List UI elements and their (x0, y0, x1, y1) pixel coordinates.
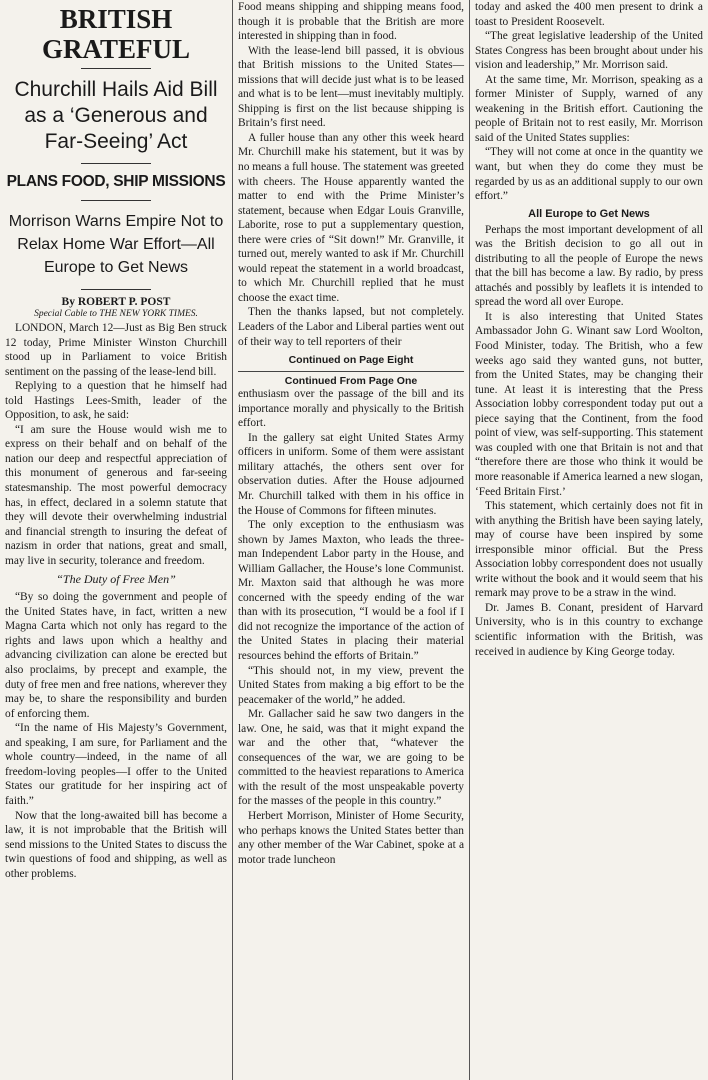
paragraph: Mr. Gallacher said he saw two dangers in the law. One, he said, was that it might expand the war and the other that, “whatever the consequences of the war, we are going to be committed to the heaviest reparations to America with the result of the most unspeakable poverty for the masses of the people in this country.” (238, 708, 464, 808)
paragraph: Dr. James B. Conant, president of Harvard University, who is in this country to exchange scientific information with the British, was received in audience by King George today. (475, 601, 703, 658)
paragraph: “By so doing the government and people of the United States have, in fact, written a new Magna Carta which not only has regard to the rights and laws upon which a healthy and advancing civilization can alone be erected but also proclaims, by precept and example, the duty of free men and free nations, wherever they may be, to share the responsibility and burden of enforcing them. (5, 591, 227, 720)
deck-1: Churchill Hails Aid Bill as a ‘Generous and Far-Seeing’ Act (14, 78, 218, 153)
paragraph: The only exception to the enthusiasm was shown by James Maxton, who leads the three-man Independent Labor party in the House, and William Gallacher, the House’s lone Communist. Mr. Maxton said that although he was more concerned with the speedy ending of the war than with its prosecution, “I would be a fool if I did not recognize the importance of the action of the United States in placing their material resources behind the efforts of Britain.” (238, 519, 464, 662)
paragraph: “They will not come at once in the quantity we want, but when they do come they must be regarded by us as an additional supply to our own effort.” (475, 146, 703, 203)
column-2 (233, 0, 469, 1080)
paragraph: LONDON, March 12—Just as Big Ben struck 12 today, Prime Minister Winston Churchill stood up in Parliament to voice British sentiment on the passing of the lease-lend bill. (5, 322, 227, 378)
paragraph: Replying to a question that he himself had told Hastings Lees-Smith, leader of the Opposition, to ask, he said: (5, 380, 227, 422)
divider (81, 163, 151, 164)
deck-2: PLANS FOOD, SHIP MISSIONS (6, 173, 226, 190)
continued-on: Continued on Page Eight (288, 354, 414, 367)
dateline-credit: Special Cable to THE NEW YORK TIMES. (34, 309, 198, 319)
paragraph: Now that the long-awaited bill has become a law, it is not improbable that the British will send missions to the United States to discuss the twin questions of food and shipping, as well as other problems. (5, 809, 227, 880)
paragraph: A fuller house than any other this week heard Mr. Churchill make his statement, but it was by no means a full house. The statement was greeted with cheers. The House apparently wanted the matter to end with the Prime Minister’s statement, because when Edgar Louis Granville, Laborite, rose to put a supplementary question, there were cries of “Sit down!” Mr. Granville, it turned out, merely wanted to ask if Mr. Churchill would repeat the statement in a world broadcast, to which Mr. Churchill replied that he must choose the exact time. (238, 131, 464, 304)
paragraph: Then the thanks lapsed, but not completely. Leaders of the Labor and Liberal parties went out of their way to tell reporters of their (238, 306, 464, 348)
paragraph: enthusiasm over the passage of the bill and its importance morally and physically to the British effort. (238, 388, 464, 430)
byline: By ROBERT P. POST (61, 296, 171, 308)
paragraph: “In the name of His Majesty’s Government, and speaking, I am sure, for Parliament and the whole country—indeed, in the name of all freedom-loving peoples—I offer to the United States our gratitude for her inspiring act of faith.” (5, 722, 227, 807)
paragraph: “This should not, in my view, prevent the United States from making a big effort to be the peacemaker of the world,” he added. (238, 664, 464, 706)
paragraph: “I am sure the House would wish me to express on their behalf and on behalf of the nation our deep and respectful appreciation of this monument of generous and far-seeing statesmanship. The most powerful democracy has, in effect, declared in a solemn statute that they will devote their overwhelming industrial and financial strength to insuring the defeat of nazism in order that nations, great and small, may live in security, tolerance and freedom. (5, 423, 227, 567)
paragraph: It is also interesting that United States Ambassador John G. Winant saw Lord Woolton, Food Minister, today. The British, who a few weeks ago said they wanted guns, not butter, from the United States, may be changing their tune. At least it is interesting that the Press Association lobby correspondent today put out a piece saying that the Continent, from the food point of view, was self-supporting. This statement was coupled with one that Britain is not and that “therefore there are those who think it would be more reasonable if America learned a new slogan, ‘Feed Britain First.’ (475, 310, 703, 498)
paragraph: today and asked the 400 men present to drink a toast to President Roosevelt. (475, 1, 703, 28)
divider (81, 289, 151, 290)
continued-from: Continued From Page One (238, 371, 464, 387)
paragraph: At the same time, Mr. Morrison, speaking as a former Minister of Supply, warned of any weakening in the British effort. Cautioning the people of Britain not to rest easily, Mr. Morrison said of the United States supplies: (475, 73, 703, 144)
deck-3: Morrison Warns Empire Not to Relax Home War Effort—All Europe to Get News (8, 213, 224, 276)
main-headline: BRITISH GRATEFUL (41, 4, 190, 64)
column-3 (470, 0, 708, 1080)
divider (81, 68, 151, 69)
paragraph: This statement, which certainly does not fit in with anything the British have been saying lately, may of course have been inspired by some irresponsible minor official. But the Press Association lobby correspondent does not usually write without the book and it would seem that his remark may prove to be a straw in the wind. (475, 500, 703, 600)
paragraph: Food means shipping and shipping means food, though it is probable that the British are more interested in shipping than in food. (238, 1, 464, 43)
subhead-europe: All Europe to Get News (528, 207, 650, 220)
paragraph: “The great legislative leadership of the United States Congress has been brought about under his vision and leadership,” Mr. Morrison said. (475, 30, 703, 72)
subhead-duty: “The Duty of Free Men” (56, 572, 176, 587)
paragraph: Perhaps the most important development of all was the British decision to go all out in distributing to all the people of Europe the news that the bill has become a law. By radio, by press attachés and possibly by leaflets it is intended to spread the word all over Europe. (475, 223, 703, 309)
divider (81, 200, 151, 201)
paragraph: Herbert Morrison, Minister of Home Security, who perhaps knows the United States better than any other member of the War Cabinet, spoke at a motor trade luncheon (238, 809, 464, 866)
column-1 (0, 0, 232, 1080)
paragraph: With the lease-lend bill passed, it is obvious that British missions to the United States—missions that will decide just what is to be leased and what is to be lent—must inevitably multiply. Shipping is first on the list because shipping is Britain’s first need. (238, 44, 464, 130)
paragraph: In the gallery sat eight United States Army officers in uniform. Some of them were assistant military attachés, the others sent over for observation duties. After the House adjourned Mr. Churchill talked with them in his office in the House of Commons for fifteen minutes. (238, 431, 464, 517)
